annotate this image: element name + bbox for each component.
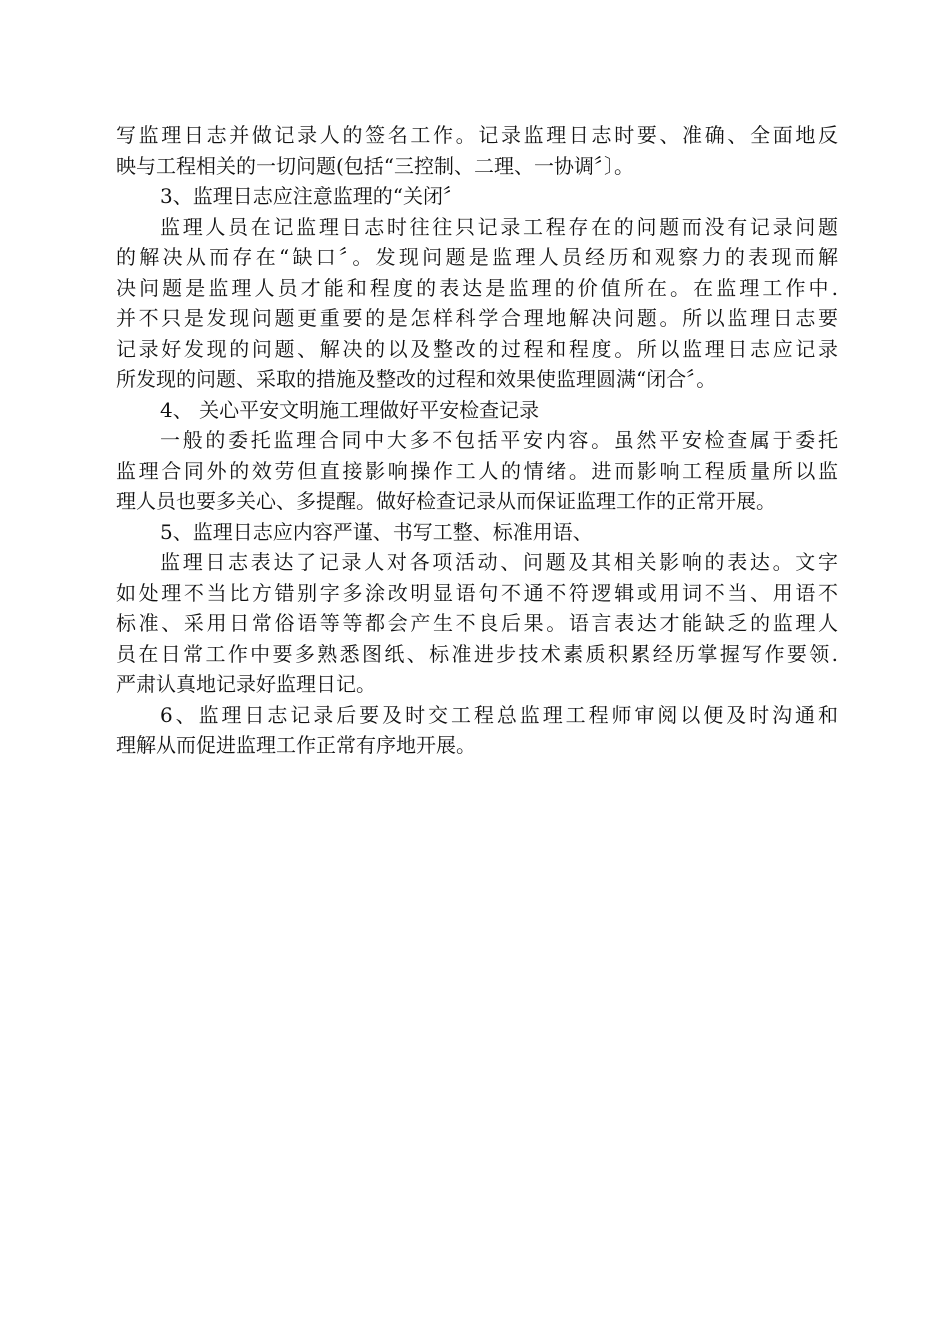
text-line: 员在日常工作中要多熟悉图纸、标准进步技术素质积累经历掌握写作要领. xyxy=(116,641,838,666)
text-line: 标准、采用日常俗语等等都会产生不良后果。语言表达才能缺乏的监理人 xyxy=(116,611,838,635)
document-body xyxy=(116,120,838,761)
text-line: 写监理日志并做记录人的签名工作。记录监理日志时要、准确、全面地反 xyxy=(116,123,838,147)
text-line: 映与工程相关的一切问题(包括“三控制、二理、一协调〞〕。 xyxy=(116,153,635,178)
text-line: 一般的委托监理合同中大多不包括平安内容。虽然平安检查属于委托 xyxy=(160,428,838,452)
text-line: 如处理不当比方错别字多涂改明显语句不通不符逻辑或用词不当、用语不 xyxy=(116,580,838,605)
text-line: 并不只是发现问题更重要的是怎样科学合理地解决问题。所以监理日志要 xyxy=(116,306,838,330)
text-line: 监理人员在记监理日志时往往只记录工程存在的问题而没有记录问题 xyxy=(160,214,838,239)
text-line: 的解决从而存在“缺口〞。发现问题是监理人员经历和观察力的表现而解 xyxy=(116,245,838,269)
text-line: 理人员也要多关心、多提醒。做好检查记录从而保证监理工作的正常开展。 xyxy=(116,489,776,513)
section-heading-3: 3、监理日志应注意监理的“关闭〞 xyxy=(160,184,463,208)
section-heading-4: 4、 关心平安文明施工理做好平安检查记录 xyxy=(160,397,540,422)
text-line: 记录好发现的问题、解决的以及整改的过程和程度。所以监理日志应记录 xyxy=(116,336,838,361)
text-line: 决问题是监理人员才能和程度的表达是监理的价值所在。在监理工作中. xyxy=(116,275,838,300)
text-line: 所发现的问题、采取的措施及整改的过程和效果使监理圆满“闭合〞。 xyxy=(116,367,717,391)
text-line: 监理合同外的效劳但直接影响操作工人的情绪。进而影响工程质量所以监 xyxy=(116,458,838,483)
section-heading-5: 5、监理日志应内容严谨、书写工整、标准用语、 xyxy=(160,519,593,544)
text-line: 监理日志表达了记录人对各项活动、问题及其相关影响的表达。文字 xyxy=(160,550,838,574)
text-line: 严肃认真地记录好监理日记。 xyxy=(116,672,376,696)
text-line: 理解从而促进监理工作正常有序地开展。 xyxy=(116,733,476,757)
section-heading-6: 6、监理日志记录后要及时交工程总监理工程师审阅以便及时沟通和 xyxy=(160,702,838,727)
